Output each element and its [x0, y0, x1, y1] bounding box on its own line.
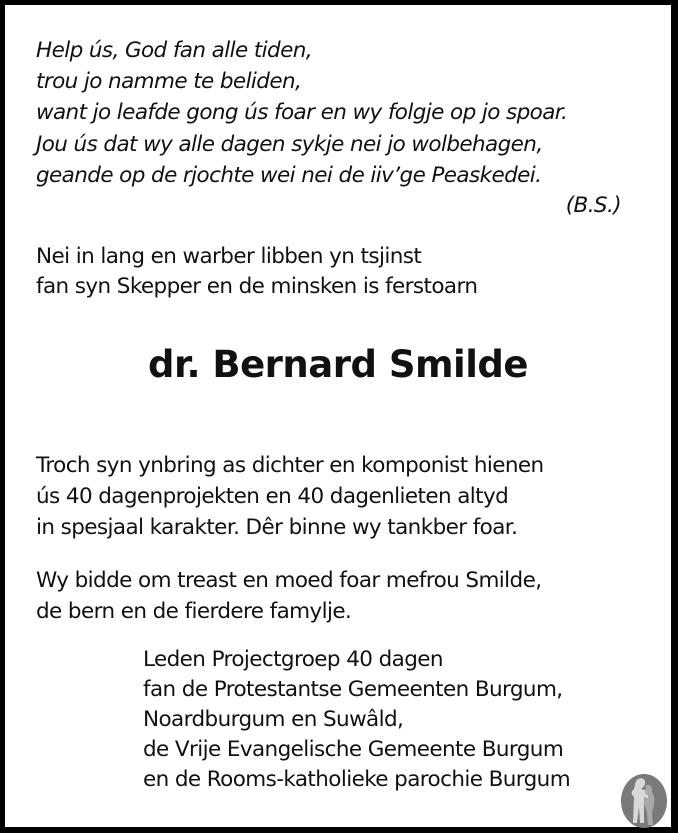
- signer-line: en de Rooms-katholieke parochie Burgum: [143, 767, 571, 792]
- poem-attribution: (B.S.): [565, 193, 621, 218]
- tribute-line: Troch syn ynbring as dichter en komponist hienen: [36, 453, 544, 478]
- signer-line: Leden Projectgroep 40 dagen: [143, 647, 443, 672]
- deceased-name: dr. Bernard Smilde: [147, 343, 528, 386]
- poem-line: want jo leafde gong ús foar en wy folgje op jo spoar.: [36, 100, 568, 125]
- poem-line: Help ús, God fan alle tiden,: [36, 38, 312, 63]
- poem-line: geande op de rjochte wei nei de iiv’ge Peaskedei.: [36, 163, 542, 188]
- tribute-line: in spesjaal karakter. Dêr binne wy tankber foar.: [36, 515, 518, 540]
- condolence-line: Wy bidde om treast en moed foar mefrou Smilde,: [36, 568, 542, 593]
- condolence-line: de bern en de fierdere famylje.: [36, 599, 352, 624]
- tribute-line: ús 40 dagenprojekten en 40 dagenlieten altyd: [36, 484, 509, 509]
- signer-line: de Vrije Evangelische Gemeente Burgum: [143, 737, 564, 762]
- poem-line: trou jo namme te beliden,: [36, 69, 302, 94]
- signer-line: Noardburgum en Suwâld,: [143, 707, 404, 732]
- poem-line: Jou ús dat wy alle dagen sykje nei jo wolbehagen,: [36, 132, 543, 157]
- obituary-notice: [5, 5, 671, 827]
- embracing-figures-icon: [620, 773, 668, 829]
- intro-line: fan syn Skepper en de minsken is ferstoarn: [36, 274, 478, 299]
- intro-line: Nei in lang en warber libben yn tsjinst: [36, 244, 422, 269]
- signer-line: fan de Protestantse Gemeenten Burgum,: [143, 677, 563, 702]
